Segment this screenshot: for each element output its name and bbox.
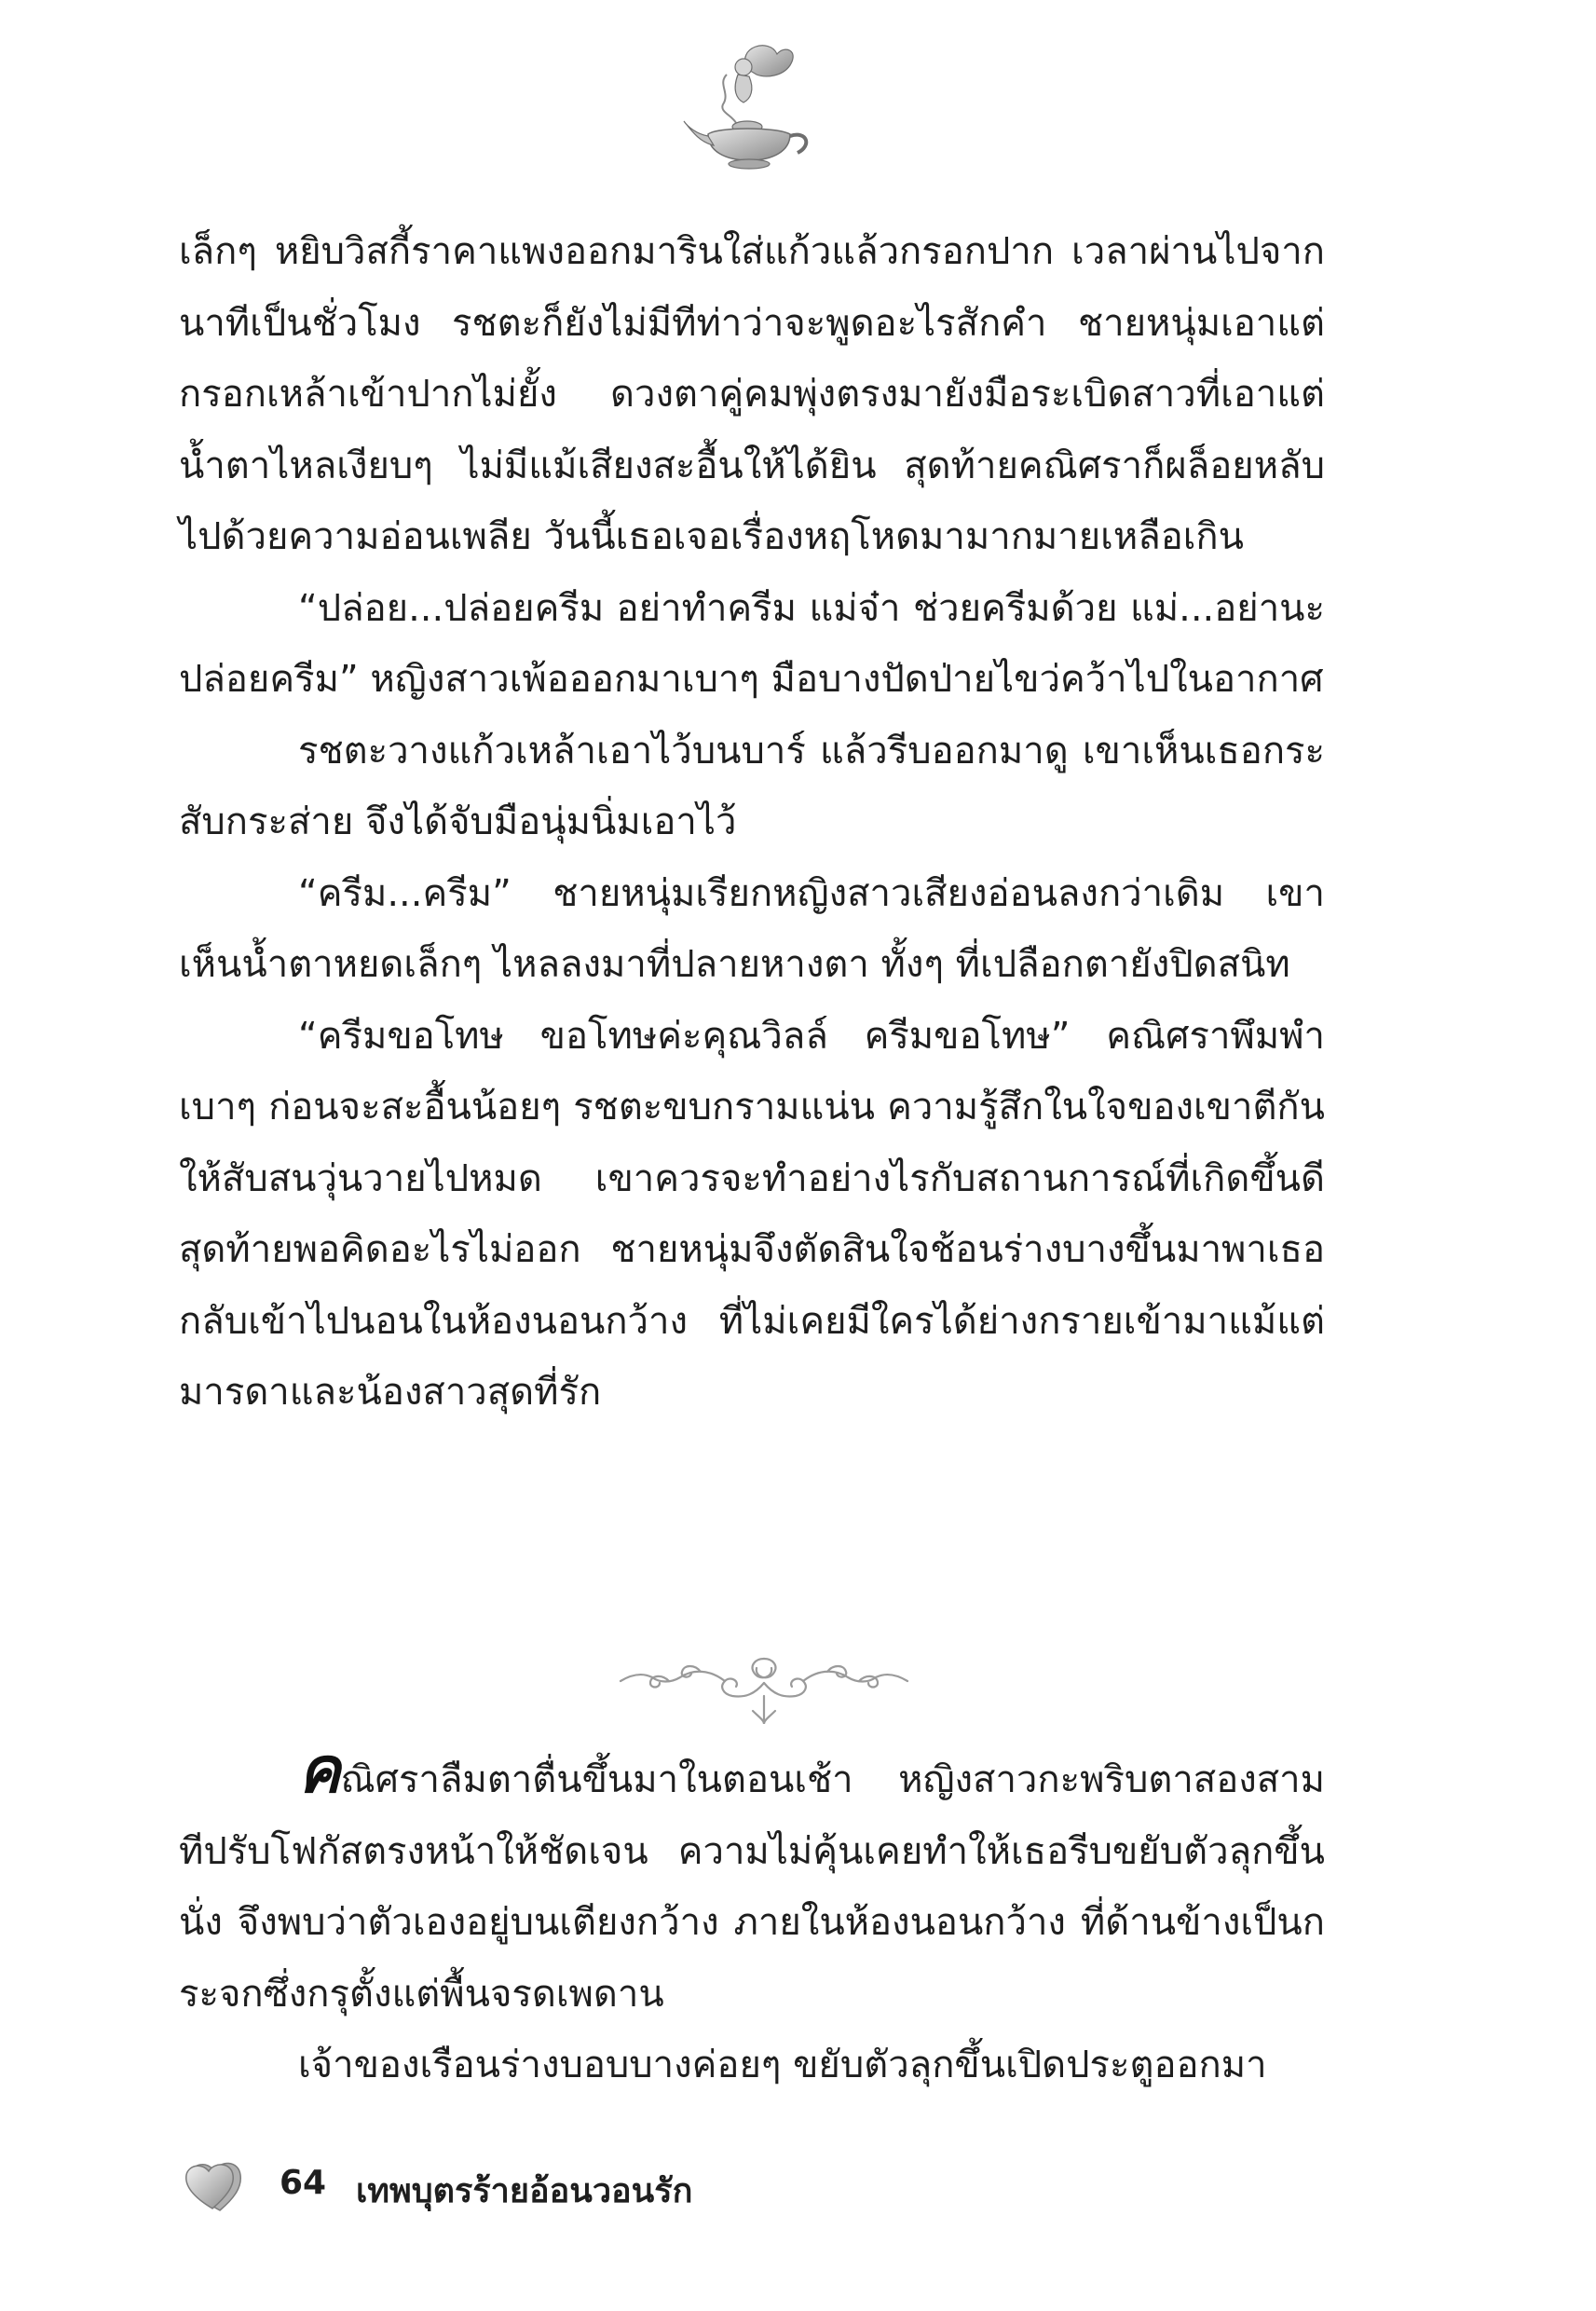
book-title: เทพบุตรร้ายอ้อนวอนรัก <box>356 2172 693 2210</box>
paragraph: “ครีมขอโทษ ขอโทษค่ะคุณวิลล์ ครีมขอโทษ” คณิศราพึมพำเบาๆ ก่อนจะสะอื้นน้อยๆ รชตะขบกรามแน่น ความรู้สึกในใจของเขาตีกันให้สับสนวุ่นวายไปหมด เขาควรจะทำอย่างไรกับสถานการณ์ที่เกิดขึ้นดี สุดท้ายพอคิดอะไรไม่ออก ชายหนุ่มจึงตัดสินใจช้อนร่างบางขึ้นมาพาเธอกลับเข้าไปนอนในห้องนอนกว้าง ที่ไม่เคยมีใครได้ย่างกรายเข้ามาแม้แต่มารดาและน้องสาวสุดที่รัก <box>179 1014 1325 1414</box>
section-2-body <box>179 1734 1325 2101</box>
paragraph: เจ้าของเรือนร่างบอบบางค่อยๆ ขยับตัวลุกขึ้นเปิดประตูออกมา <box>298 2044 1267 2086</box>
paragraph <box>179 1734 1325 2030</box>
paragraph-text: ณิศราลืมตาตื่นขึ้นมาในตอนเช้า หญิงสาวกะพริบตาสองสามทีปรับโฟกัสตรงหน้าให้ชัดเจน ความไม่คุ้นเคยทำให้เธอรีบขยับตัวลุกขึ้นนั่ง จึงพบว่าตัวเองอยู่บนเตียงกว้าง ภายในห้องนอนกว้าง ที่ด้านข้างเป็นกระจกซึ่งกรุตั้งแต่พื้นจรดเพดาน <box>179 1758 1325 2016</box>
section-1-body <box>179 216 1325 1429</box>
ornamental-divider-icon <box>615 1649 913 1731</box>
page-number: 64 <box>280 2164 327 2202</box>
paragraph: “ครีม...ครีม” ชายหนุ่มเรียกหญิงสาวเสียงอ่อนลงกว่าเดิม เขาเห็นน้ำตาหยดเล็กๆ ไหลลงมาที่ปลายหางตา ทั้งๆ ที่เปลือกตายังปิดสนิท <box>179 871 1325 986</box>
genie-lamp-icon <box>680 37 820 177</box>
paragraph: รชตะวางแก้วเหล้าเอาไว้บนบาร์ แล้วรีบออกมาดู เขาเห็นเธอกระสับกระส่าย จึงได้จับมือนุ่มนิ่มเอาไว้ <box>179 729 1325 843</box>
paragraph: เล็กๆ หยิบวิสกี้ราคาแพงออกมารินใส่แก้วแล้วกรอกปาก เวลาผ่านไปจากนาทีเป็นชั่วโมง รชตะก็ยังไม่มีทีท่าว่าจะพูดอะไรสักคำ ชายหนุ่มเอาแต่กรอกเหล้าเข้าปากไม่ยั้ง ดวงตาคู่คมพุ่งตรงมายังมือระเบิดสาวที่เอาแต่น้ำตาไหลเงียบๆ ไม่มีแม้เสียงสะอื้นให้ได้ยิน สุดท้ายคณิศราก็ผล็อยหลับไปด้วยความอ่อนเพลีย วันนี้เธอเจอเรื่องหฤโหดมามากมายเหลือเกิน <box>179 230 1325 558</box>
drop-cap: ค <box>298 1734 341 1808</box>
paragraph: “ปล่อย...ปล่อยครีม อย่าทำครีม แม่จ๋า ช่วยครีมด้วย แม่...อย่านะ ปล่อยครีม” หญิงสาวเพ้อออกมาเบาๆ มือบางปัดป่ายไขว่คว้าไปในอากาศ <box>179 586 1325 701</box>
page-footer <box>183 2153 1114 2227</box>
heart-icon <box>183 2156 250 2216</box>
